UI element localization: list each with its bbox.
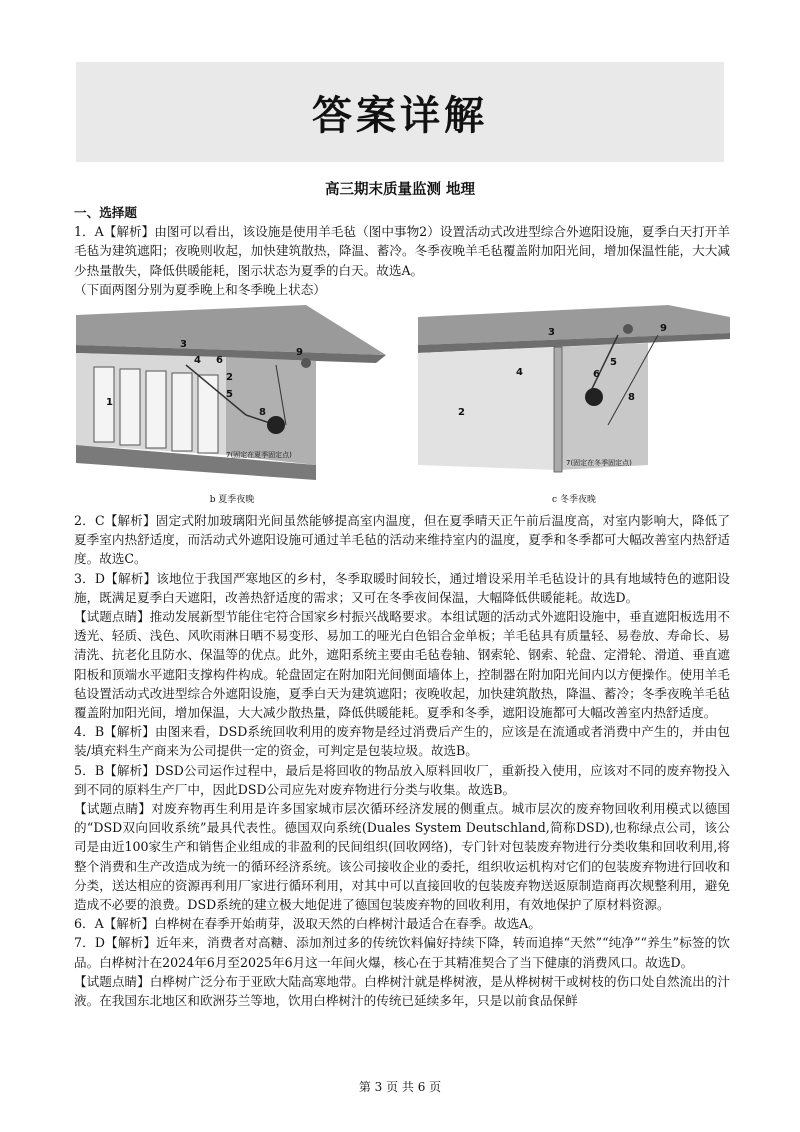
answer-paragraph: 3．D【解析】该地位于我国严寒地区的乡村，冬季取暖时间较长，通过增设采用羊毛毡设计的具有地域特色的遮阳设施，既满足夏季白天遮阳，改善热舒适度的需求；又可在冬季夜间保温，大幅降低供暖能耗。故选D。 <box>74 570 730 605</box>
page-footer: 第 3 页 共 6 页 <box>358 1080 442 1094</box>
tip-paragraph: 【试题点睛】白桦树广泛分布于亚欧大陆高寒地带。白桦树汁就是桦树液，是从桦树树干或树枝的伤口处自然流出的汁液。在我国东北地区和欧洲芬兰等地，饮用白桦树汁的传统已延续多年，只是以前食品保鲜 <box>74 973 730 1009</box>
figure-winter-night <box>418 305 730 505</box>
tip-paragraph: 【试题点睛】对废弃物再生利用是许多国家城市层次循环经济发展的侧重点。城市层次的废弃物回收利用模式以德国的“DSD双向回收系统”最具代表性。德国双向系统(Duales System Deutschland,简称DSD),也称绿点公司，该公司是由近100家生产和销售企业组成的非盈利的民间组织(回收网络)，专门针对包装废弃物进行分类收集和回收利用,将整个消费和生产改造成为统一的循环经济系统。该公司接收企业的委托，组织收运机构对它们的包装废弃物进行回收和分类，送达相应的资源再利用厂家进行循环利用，对其中可以直接回收的包装废弃物送返原制造商再次规整利用，避免造成不必要的浪费。DSD系统的建立极大地促进了德国包装废弃物的回收利用，有效地保护了原材料资源。 <box>74 801 730 913</box>
fig-label: 4 <box>194 355 201 367</box>
fig-label: 8 <box>259 407 266 419</box>
fig-label: 8 <box>628 392 635 404</box>
figure-caption: c 冬季夜晚 <box>552 495 596 506</box>
fig-label: 6 <box>216 355 223 367</box>
winter-night-diagram <box>418 305 730 505</box>
exam-subtitle: 高三期末质量监测 地理 <box>324 182 476 198</box>
wool-felt-roll <box>267 416 285 434</box>
wool-felt-roll <box>585 388 603 406</box>
figures-row <box>76 305 730 505</box>
fixed-point-label: 7(固定在夏季固定点) <box>226 451 292 460</box>
figure-caption: b 夏季夜晚 <box>209 495 255 506</box>
answer-paragraph: 4．B【解析】由图来看，DSD系统回收利用的废弃物是经过消费后产生的，应该是在流通或者消费中产生的，并由包装/填充料生产商来为公司提供一定的资金，可判定是包装垃圾。故选B。 <box>74 724 730 759</box>
fig-label: 3 <box>548 327 555 339</box>
fig-label: 9 <box>660 323 667 335</box>
fig-label: 3 <box>180 339 187 351</box>
fig-label: 5 <box>226 389 233 401</box>
fixed-point-label: 7(固定在冬季固定点) <box>566 459 632 468</box>
figure-note: （下面两图分别为夏季晚上和冬季晚上状态） <box>74 281 326 297</box>
answer-paragraph-q1: 1．A【解析】由图可以看出，该设施是使用羊毛毡（图中事物2）设置活动式改进型综合外遮阳设施，夏季白天打开羊毛毡为建筑遮阳；夜晚则收起，加快建筑散热，降温、蓄冷。冬季夜晚羊毛毡覆盖附加阳光间，增加保温性能，大大减少热量散失，降低供暖能耗，图示状态为夏季的白天。故选A。 <box>74 224 730 278</box>
answer-banner <box>76 62 724 162</box>
section-heading: 一、选择题 <box>74 205 137 220</box>
answer-paragraph: 6．A【解析】白桦树在春季开始萌芽，汲取天然的白桦树汁最适合在春季。故选A。 <box>74 916 541 932</box>
fig-label: 4 <box>516 367 523 379</box>
answer-paragraph: 7．D【解析】近年来，消费者对高糖、添加剂过多的传统饮料偏好持续下降，转而追捧“天然”“纯净”“养生”标签的饮品。白桦树汁在2024年6月至2025年6月这一年间火爆，核心在于其精准契合了当下健康的消费风口。故选D。 <box>74 935 730 970</box>
tip-paragraph: 【试题点睛】推动发展新型节能住宅符合国家乡村振兴战略要求。本组试题的活动式外遮阳设施中，垂直遮阳板选用不透光、轻质、浅色、风吹雨淋日晒不易变形、易加工的哑光白色铝合金单板；羊毛毡具有质量轻、易卷放、寿命长、易清洗、抗老化且防水、保温等的优点。此外，遮阳系统主要由毛毡卷轴、钢索轮、钢索、轮盘、定滑轮、滑道、垂直遮阳板和顶端水平遮阳支撑构件构成。轮盘固定在附加阳光间侧面墙体上，控制器在附加阳光间内以方便操作。使用羊毛毡设置活动式改进型综合外遮阳设施，夏季白天为建筑遮阳；夜晚收起，加快建筑散热，降温、蓄冷；冬季夜晚羊毛毡覆盖附加阳光间，增加保温，大大减少散热量，降低供暖能耗。夏季和冬季，遮阳设施都可大幅改善室内热舒适度。 <box>74 609 730 721</box>
answer-content <box>74 203 730 1010</box>
fig-label: 6 <box>593 369 600 381</box>
fig-label: 9 <box>296 347 303 359</box>
fig-label: 2 <box>458 407 465 419</box>
answer-paragraph: 2．C【解析】固定式附加玻璃阳光间虽然能够提高室内温度，但在夏季晴天正午前后温度高，对室内影响大，降低了夏季室内热舒适度，而活动式外遮阳设施可通过羊毛毡的活动来维持室内的温度，夏季和冬季都可大幅改善室内热舒适度。故选C。 <box>74 513 730 567</box>
banner-title: 答案详解 <box>312 91 488 139</box>
felt-cover <box>418 347 558 470</box>
fig-label: 2 <box>226 372 233 384</box>
answer-paragraph: 5．B【解析】DSD公司运作过程中，最后是将回收的物品放入原料回收厂，重新投入使用，应该对不同的废弃物投入到不同的原料生产厂中，因此DSD公司应先对废弃物进行分类与收集。故选B。 <box>74 762 730 797</box>
fig-label: 1 <box>106 397 113 409</box>
fig-label: 5 <box>610 357 617 369</box>
figure-summer-night <box>76 305 388 505</box>
summer-night-diagram <box>76 305 388 505</box>
